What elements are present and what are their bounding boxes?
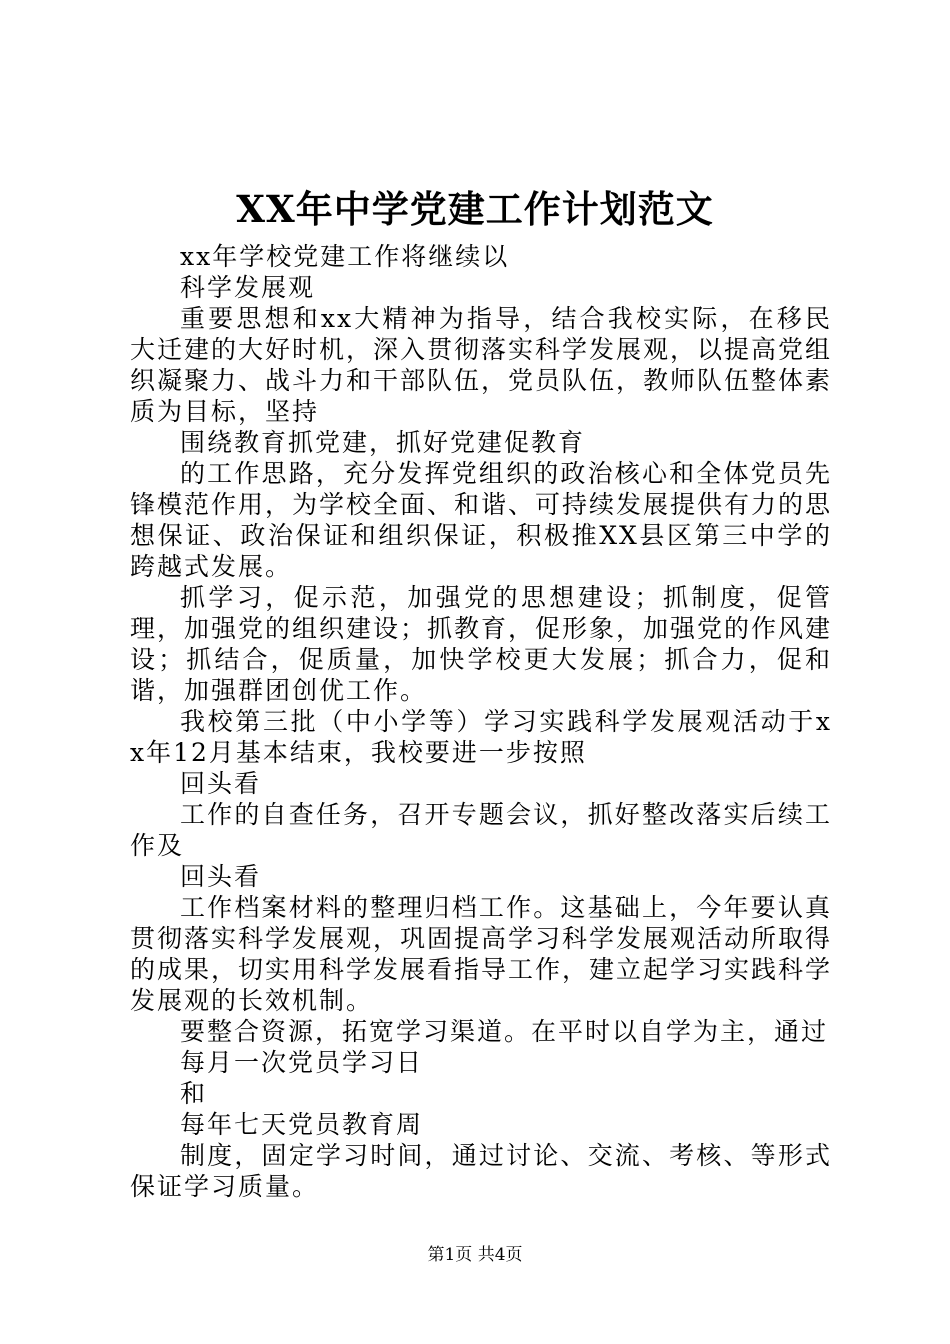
- paragraph: 回头看: [180, 769, 262, 798]
- paragraph: 制度，固定学习时间，通过讨论、交流、考核、等形式保证学习质量。: [130, 1141, 832, 1201]
- paragraph: xx年学校党建工作将继续以: [180, 242, 510, 271]
- document-body: [130, 241, 832, 1202]
- paragraph: 抓学习，促示范，加强党的思想建设；抓制度，促管理，加强党的组织建设；抓教育，促形象，加强党的作风建设；抓结合，促质量，加快学校更大发展；抓合力，促和谐，加强群团创优工作。: [130, 583, 833, 705]
- paragraph: 工作档案材料的整理归档工作。这基础上，今年要认真贯彻落实科学发展观，巩固提高学习科学发展观活动所取得的成果，切实用科学发展看指导工作，建立起学习实践科学发展观的长效机制。: [130, 893, 833, 1015]
- paragraph: 要整合资源，拓宽学习渠道。在平时以自学为主，通过: [180, 1017, 829, 1046]
- paragraph: 重要思想和xx大精神为指导，结合我校实际，在移民大迁建的大好时机，深入贯彻落实科学发展观，以提高党组织凝聚力、战斗力和干部队伍，党员队伍，教师队伍整体素质为目标，坚持: [130, 304, 833, 426]
- document-title: XX年中学党建工作计划范文: [236, 187, 714, 231]
- paragraph: 每月一次党员学习日: [180, 1048, 424, 1077]
- paragraph: 的工作思路，充分发挥党组织的政治核心和全体党员先锋模范作用，为学校全面、和谐、可持续发展提供有力的思想保证、政治保证和组织保证，积极推XX县区第三中学的跨越式发展。: [130, 459, 833, 581]
- paragraph: 我校第三批（中小学等）学习实践科学发展观活动于xx年12月基本结束，我校要进一步按照: [130, 707, 832, 767]
- paragraph: 每年七天党员教育周: [180, 1110, 424, 1139]
- paragraph: 工作的自查任务，召开专题会议，抓好整改落实后续工作及: [130, 800, 832, 860]
- paragraph: 科学发展观: [180, 273, 316, 302]
- paragraph: 和: [180, 1079, 208, 1108]
- paragraph: 回头看: [180, 862, 262, 891]
- page-footer: 第1页 共4页: [427, 1245, 523, 1265]
- paragraph: 围绕教育抓党建，抓好党建促教育: [180, 428, 586, 457]
